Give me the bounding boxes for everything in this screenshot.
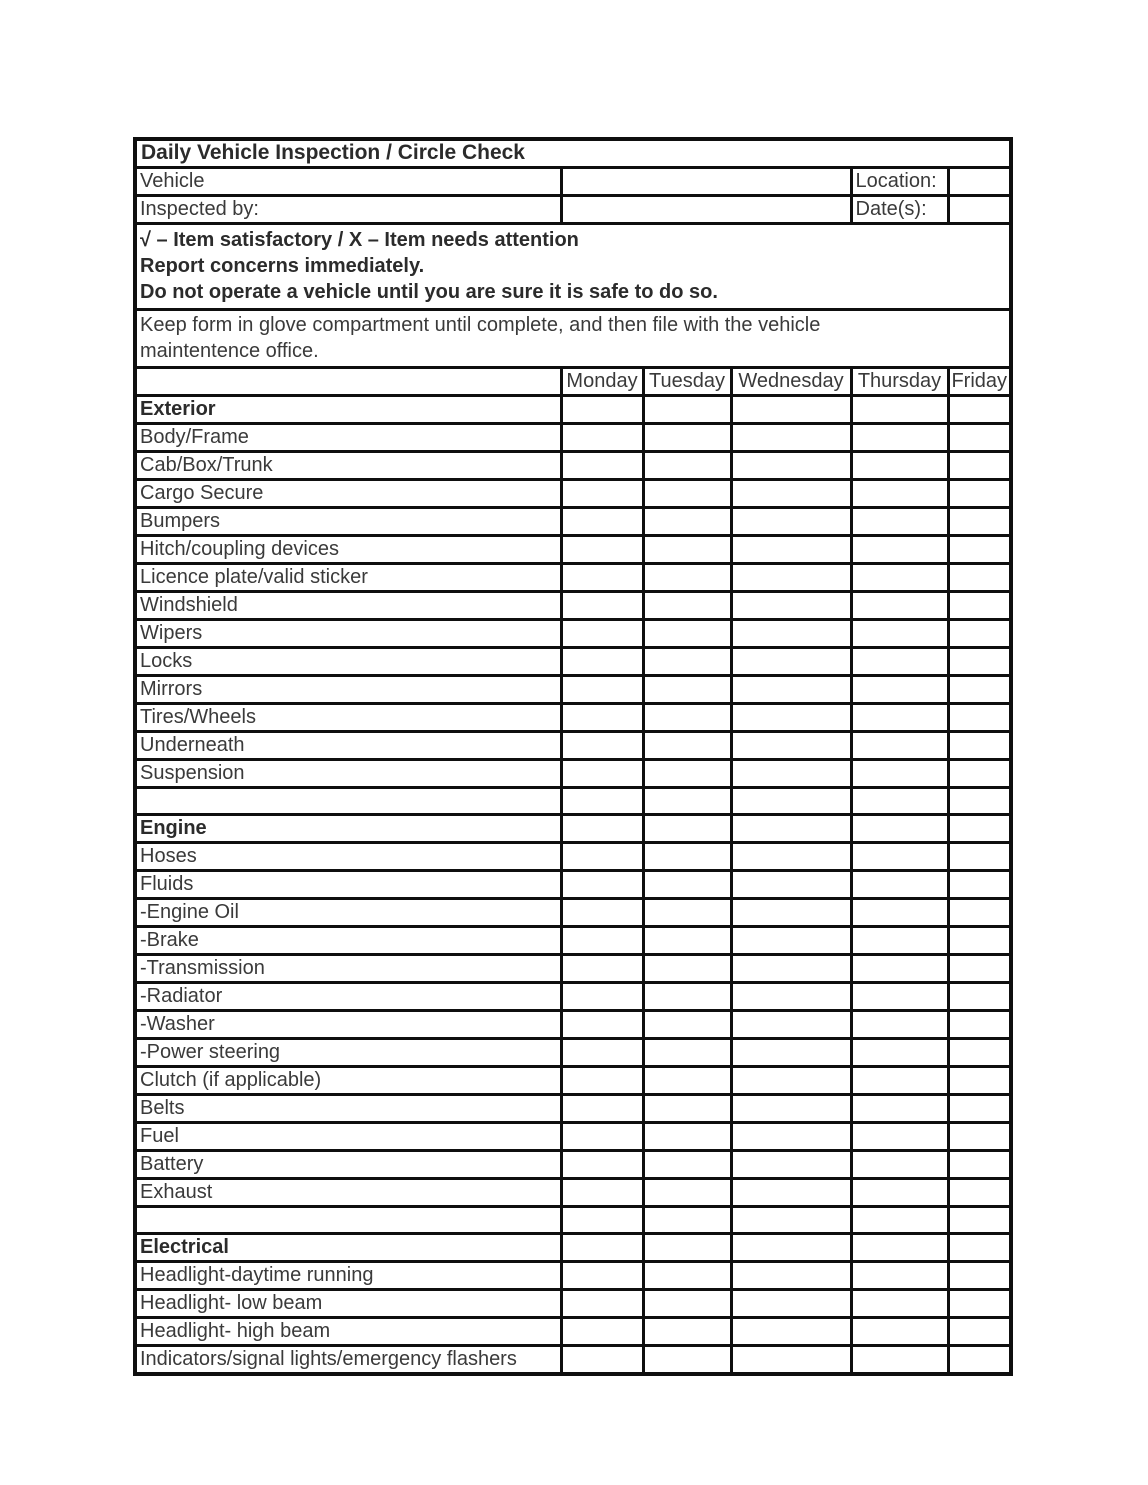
item-row [135,592,1011,620]
item-row [135,1318,1011,1346]
check-cell-monday[interactable] [561,1179,643,1207]
day-header-monday: Monday [561,368,643,396]
inspected-by-row [135,196,1011,224]
item-label: Clutch (if applicable) [135,1067,561,1095]
item-label: Cargo Secure [135,480,561,508]
item-label: Tires/Wheels [135,704,561,732]
item-label: Headlight- low beam [135,1290,561,1318]
check-cell-tuesday[interactable] [643,648,731,676]
item-label: Headlight-daytime running [135,1262,561,1290]
check-cell-thursday[interactable] [851,1179,948,1207]
item-label: -Power steering [135,1039,561,1067]
check-cell-wednesday[interactable] [731,536,851,564]
check-cell-thursday[interactable] [851,1095,948,1123]
item-row [135,1346,1011,1375]
check-cell-monday[interactable] [561,396,643,424]
check-cell-friday[interactable] [948,1290,1011,1318]
check-cell-wednesday[interactable] [731,648,851,676]
check-cell-thursday[interactable] [851,1039,948,1067]
check-cell-monday[interactable] [561,732,643,760]
check-cell-wednesday[interactable] [731,1346,851,1375]
item-label: Belts [135,1095,561,1123]
legend-line-1: √ – Item satisfactory / X – Item needs attention [140,229,579,251]
check-cell-thursday[interactable] [851,983,948,1011]
item-label: Cab/Box/Trunk [135,452,561,480]
check-cell-wednesday[interactable] [731,843,851,871]
instructions-line-1: Keep form in glove compartment until complete, and then file with the vehicle [140,314,821,336]
item-label: -Transmission [135,955,561,983]
spacer-cell [135,1207,561,1234]
legend-line-3: Do not operate a vehicle until you are sure it is safe to do so. [140,281,718,303]
check-cell-thursday[interactable] [851,676,948,704]
check-cell-wednesday[interactable] [731,899,851,927]
inspected-by-value-field[interactable] [561,196,851,224]
day-header-wednesday: Wednesday [731,368,851,396]
check-cell-tuesday[interactable] [643,508,731,536]
legend-cell [135,224,1011,310]
form-title: Daily Vehicle Inspection / Circle Check [135,139,1011,168]
check-cell-thursday[interactable] [851,1234,948,1262]
check-cell-friday[interactable] [948,871,1011,899]
check-cell-tuesday[interactable] [643,899,731,927]
check-cell-tuesday[interactable] [643,1123,731,1151]
item-label: Headlight- high beam [135,1318,561,1346]
check-cell-wednesday[interactable] [731,1151,851,1179]
check-cell-tuesday[interactable] [643,1262,731,1290]
check-cell-monday[interactable] [561,676,643,704]
check-cell-monday[interactable] [561,843,643,871]
check-cell-monday[interactable] [561,1123,643,1151]
item-label: Underneath [135,732,561,760]
check-cell-friday[interactable] [948,1011,1011,1039]
spacer-row [135,788,1011,815]
check-cell-tuesday[interactable] [643,1179,731,1207]
check-cell-friday[interactable] [948,788,1011,815]
check-cell-wednesday[interactable] [731,1207,851,1234]
check-cell-friday[interactable] [948,1123,1011,1151]
check-cell-tuesday[interactable] [643,1011,731,1039]
check-cell-wednesday[interactable] [731,983,851,1011]
check-cell-wednesday[interactable] [731,424,851,452]
section-row-electrical [135,1234,1011,1262]
check-cell-tuesday[interactable] [643,536,731,564]
check-cell-tuesday[interactable] [643,871,731,899]
check-cell-wednesday[interactable] [731,1318,851,1346]
day-header-friday: Friday [948,368,1011,396]
check-cell-monday[interactable] [561,452,643,480]
check-cell-tuesday[interactable] [643,396,731,424]
item-row [135,648,1011,676]
check-cell-tuesday[interactable] [643,676,731,704]
vehicle-row [135,168,1011,196]
check-cell-monday[interactable] [561,1318,643,1346]
check-cell-tuesday[interactable] [643,732,731,760]
spacer-row [135,1207,1011,1234]
item-label: Hitch/coupling devices [135,536,561,564]
check-cell-monday[interactable] [561,620,643,648]
vehicle-label: Vehicle [135,168,561,196]
check-cell-thursday[interactable] [851,955,948,983]
check-cell-wednesday[interactable] [731,1234,851,1262]
item-row [135,1067,1011,1095]
check-cell-tuesday[interactable] [643,1346,731,1375]
day-header-spacer [135,368,561,396]
item-label: -Engine Oil [135,899,561,927]
item-row [135,927,1011,955]
check-cell-monday[interactable] [561,983,643,1011]
check-cell-friday[interactable] [948,452,1011,480]
item-label: Licence plate/valid sticker [135,564,561,592]
dates-label: Date(s): [851,196,948,224]
check-cell-monday[interactable] [561,1095,643,1123]
check-cell-friday[interactable] [948,1207,1011,1234]
check-cell-wednesday[interactable] [731,732,851,760]
item-row [135,760,1011,788]
location-label: Location: [851,168,948,196]
check-cell-thursday[interactable] [851,1318,948,1346]
check-cell-friday[interactable] [948,1039,1011,1067]
check-cell-tuesday[interactable] [643,955,731,983]
check-cell-thursday[interactable] [851,1207,948,1234]
check-cell-wednesday[interactable] [731,1262,851,1290]
item-label: Exhaust [135,1179,561,1207]
item-row [135,1095,1011,1123]
check-cell-friday[interactable] [948,927,1011,955]
check-cell-thursday[interactable] [851,1123,948,1151]
item-row [135,1179,1011,1207]
section-title: Engine [135,815,561,843]
check-cell-thursday[interactable] [851,927,948,955]
check-cell-wednesday[interactable] [731,1067,851,1095]
check-cell-thursday[interactable] [851,871,948,899]
item-label: Hoses [135,843,561,871]
check-cell-tuesday[interactable] [643,843,731,871]
check-cell-friday[interactable] [948,424,1011,452]
check-cell-friday[interactable] [948,676,1011,704]
check-cell-tuesday[interactable] [643,1039,731,1067]
check-cell-monday[interactable] [561,815,643,843]
item-row [135,1151,1011,1179]
check-cell-wednesday[interactable] [731,927,851,955]
check-cell-tuesday[interactable] [643,1067,731,1095]
check-cell-thursday[interactable] [851,1290,948,1318]
check-cell-tuesday[interactable] [643,452,731,480]
item-row [135,1011,1011,1039]
day-header-tuesday: Tuesday [643,368,731,396]
section-row-engine [135,815,1011,843]
item-label: Suspension [135,760,561,788]
check-cell-friday[interactable] [948,592,1011,620]
check-cell-monday[interactable] [561,1067,643,1095]
check-cell-tuesday[interactable] [643,424,731,452]
check-cell-wednesday[interactable] [731,676,851,704]
check-cell-monday[interactable] [561,955,643,983]
item-row [135,536,1011,564]
check-cell-thursday[interactable] [851,424,948,452]
item-row [135,1262,1011,1290]
item-row [135,983,1011,1011]
check-cell-thursday[interactable] [851,815,948,843]
check-cell-wednesday[interactable] [731,1179,851,1207]
vehicle-value-field[interactable] [561,168,851,196]
check-cell-monday[interactable] [561,1262,643,1290]
check-cell-thursday[interactable] [851,760,948,788]
check-cell-thursday[interactable] [851,396,948,424]
check-cell-friday[interactable] [948,648,1011,676]
check-cell-monday[interactable] [561,1207,643,1234]
check-cell-thursday[interactable] [851,1067,948,1095]
check-cell-monday[interactable] [561,927,643,955]
check-cell-friday[interactable] [948,899,1011,927]
item-label: Wipers [135,620,561,648]
check-cell-tuesday[interactable] [643,927,731,955]
check-cell-monday[interactable] [561,1234,643,1262]
legend-row [135,224,1011,310]
check-cell-friday[interactable] [948,983,1011,1011]
check-cell-friday[interactable] [948,536,1011,564]
check-cell-tuesday[interactable] [643,480,731,508]
check-cell-friday[interactable] [948,1151,1011,1179]
item-row [135,508,1011,536]
check-cell-monday[interactable] [561,592,643,620]
check-cell-tuesday[interactable] [643,704,731,732]
check-cell-monday[interactable] [561,564,643,592]
check-cell-tuesday[interactable] [643,620,731,648]
check-cell-friday[interactable] [948,1095,1011,1123]
instructions-row [135,310,1011,368]
check-cell-thursday[interactable] [851,648,948,676]
inspected-by-label: Inspected by: [135,196,561,224]
check-cell-wednesday[interactable] [731,564,851,592]
check-cell-friday[interactable] [948,760,1011,788]
item-label: Mirrors [135,676,561,704]
item-row [135,1290,1011,1318]
item-row [135,732,1011,760]
instructions-cell [135,310,1011,368]
check-cell-thursday[interactable] [851,899,948,927]
check-cell-wednesday[interactable] [731,1011,851,1039]
check-cell-thursday[interactable] [851,1262,948,1290]
check-cell-tuesday[interactable] [643,815,731,843]
item-label: -Washer [135,1011,561,1039]
item-row [135,452,1011,480]
check-cell-monday[interactable] [561,871,643,899]
instructions-line-2: maintentence office. [140,340,319,362]
check-cell-monday[interactable] [561,508,643,536]
check-cell-wednesday[interactable] [731,955,851,983]
check-cell-wednesday[interactable] [731,592,851,620]
check-cell-monday[interactable] [561,704,643,732]
spacer-cell [135,788,561,815]
check-cell-tuesday[interactable] [643,983,731,1011]
check-cell-tuesday[interactable] [643,564,731,592]
check-cell-tuesday[interactable] [643,1234,731,1262]
location-value-field[interactable] [948,168,1011,196]
check-cell-wednesday[interactable] [731,704,851,732]
check-cell-tuesday[interactable] [643,592,731,620]
item-row [135,620,1011,648]
check-cell-thursday[interactable] [851,564,948,592]
check-cell-friday[interactable] [948,1067,1011,1095]
check-cell-tuesday[interactable] [643,788,731,815]
item-row [135,704,1011,732]
item-label: Indicators/signal lights/emergency flashers [135,1346,561,1375]
check-cell-friday[interactable] [948,564,1011,592]
check-cell-friday[interactable] [948,1346,1011,1375]
item-row [135,1039,1011,1067]
check-cell-monday[interactable] [561,648,643,676]
check-cell-tuesday[interactable] [643,1290,731,1318]
item-row [135,843,1011,871]
check-cell-monday[interactable] [561,1011,643,1039]
check-cell-friday[interactable] [948,1234,1011,1262]
check-cell-monday[interactable] [561,424,643,452]
check-cell-thursday[interactable] [851,732,948,760]
item-row [135,676,1011,704]
check-cell-monday[interactable] [561,899,643,927]
item-row [135,480,1011,508]
check-cell-wednesday[interactable] [731,1039,851,1067]
check-cell-friday[interactable] [948,1262,1011,1290]
check-cell-wednesday[interactable] [731,788,851,815]
check-cell-monday[interactable] [561,1290,643,1318]
check-cell-monday[interactable] [561,788,643,815]
check-cell-wednesday[interactable] [731,1123,851,1151]
item-label: Bumpers [135,508,561,536]
check-cell-monday[interactable] [561,536,643,564]
inspection-form-table [133,137,1013,1376]
check-cell-thursday[interactable] [851,452,948,480]
item-label: Fuel [135,1123,561,1151]
check-cell-friday[interactable] [948,396,1011,424]
item-row [135,899,1011,927]
check-cell-friday[interactable] [948,704,1011,732]
item-label: -Radiator [135,983,561,1011]
check-cell-thursday[interactable] [851,508,948,536]
check-cell-friday[interactable] [948,480,1011,508]
item-label: Body/Frame [135,424,561,452]
check-cell-monday[interactable] [561,480,643,508]
check-cell-friday[interactable] [948,732,1011,760]
check-cell-tuesday[interactable] [643,1095,731,1123]
item-row [135,1123,1011,1151]
check-cell-friday[interactable] [948,1179,1011,1207]
check-cell-wednesday[interactable] [731,815,851,843]
check-cell-wednesday[interactable] [731,620,851,648]
section-title: Exterior [135,396,561,424]
check-cell-wednesday[interactable] [731,871,851,899]
legend-line-2: Report concerns immediately. [140,255,425,277]
title-row [135,139,1011,168]
check-cell-monday[interactable] [561,1151,643,1179]
check-cell-wednesday[interactable] [731,480,851,508]
section-row-exterior [135,396,1011,424]
check-cell-friday[interactable] [948,843,1011,871]
item-row [135,424,1011,452]
check-cell-friday[interactable] [948,1318,1011,1346]
item-label: Battery [135,1151,561,1179]
check-cell-friday[interactable] [948,815,1011,843]
item-row [135,564,1011,592]
check-cell-thursday[interactable] [851,1151,948,1179]
check-cell-thursday[interactable] [851,788,948,815]
day-header-thursday: Thursday [851,368,948,396]
check-cell-monday[interactable] [561,1039,643,1067]
day-header-row [135,368,1011,396]
check-cell-tuesday[interactable] [643,1151,731,1179]
check-cell-thursday[interactable] [851,592,948,620]
check-cell-thursday[interactable] [851,536,948,564]
check-cell-monday[interactable] [561,1346,643,1375]
check-cell-thursday[interactable] [851,1011,948,1039]
check-cell-thursday[interactable] [851,620,948,648]
check-cell-thursday[interactable] [851,704,948,732]
dates-value-field[interactable] [948,196,1011,224]
check-cell-tuesday[interactable] [643,1207,731,1234]
check-cell-wednesday[interactable] [731,396,851,424]
check-cell-wednesday[interactable] [731,1095,851,1123]
item-label: -Brake [135,927,561,955]
check-cell-monday[interactable] [561,760,643,788]
check-cell-friday[interactable] [948,955,1011,983]
check-cell-wednesday[interactable] [731,508,851,536]
check-cell-friday[interactable] [948,508,1011,536]
check-cell-tuesday[interactable] [643,760,731,788]
section-title: Electrical [135,1234,561,1262]
item-label: Fluids [135,871,561,899]
check-cell-wednesday[interactable] [731,1290,851,1318]
item-label: Locks [135,648,561,676]
check-cell-thursday[interactable] [851,1346,948,1375]
check-cell-thursday[interactable] [851,843,948,871]
check-cell-wednesday[interactable] [731,760,851,788]
item-row [135,871,1011,899]
check-cell-wednesday[interactable] [731,452,851,480]
check-cell-tuesday[interactable] [643,1318,731,1346]
check-cell-thursday[interactable] [851,480,948,508]
item-label: Windshield [135,592,561,620]
check-cell-friday[interactable] [948,620,1011,648]
item-row [135,955,1011,983]
